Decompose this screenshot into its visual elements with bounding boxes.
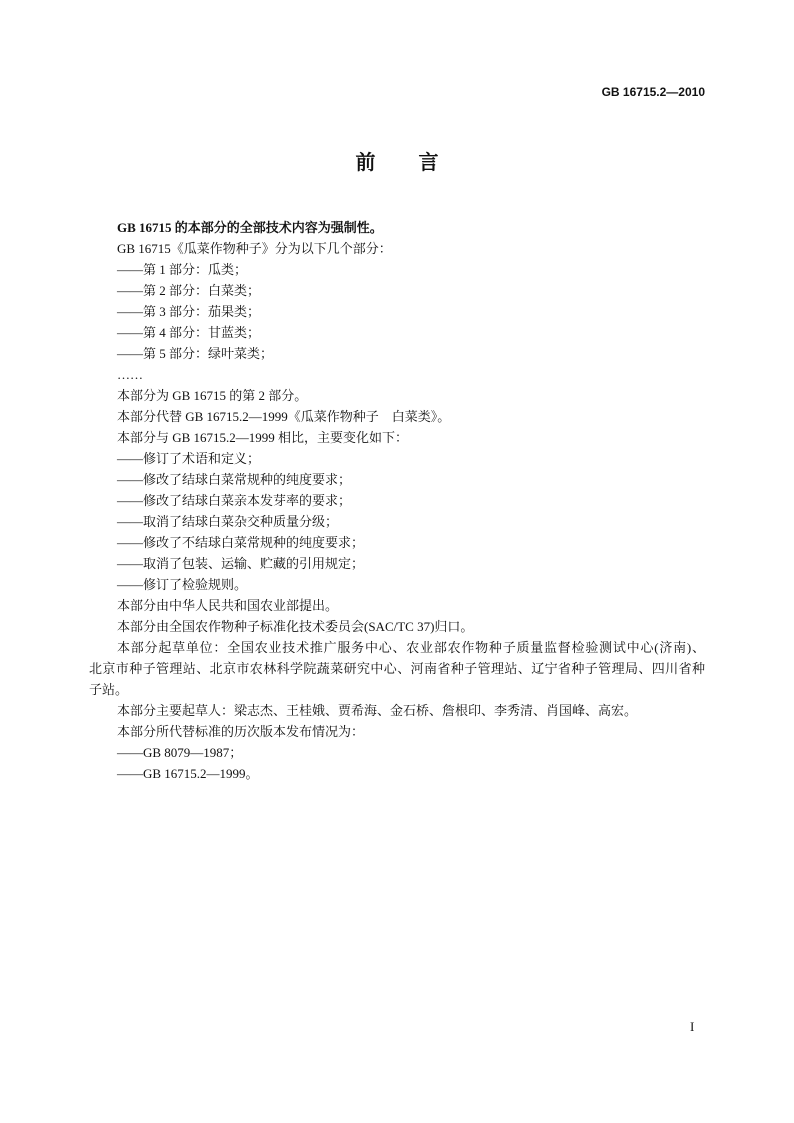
- preface-title: [0, 150, 794, 176]
- change-item: ——修订了检验规则。: [117, 577, 248, 592]
- change-item: ——修改了结球白菜亲本发芽率的要求；: [117, 493, 352, 508]
- part-statement: 本部分为 GB 16715 的第 2 部分。: [117, 388, 308, 403]
- series-part-item: ——第 5 部分：绿叶菜类；: [117, 346, 274, 361]
- history-intro: 本部分所代替标准的历次版本发布情况为：: [117, 724, 365, 739]
- replacement-statement: 本部分代替 GB 16715.2—1999《瓜菜作物种子 白菜类》。: [117, 409, 451, 424]
- series-part-item: ——第 3 部分：茄果类；: [117, 304, 261, 319]
- history-item: ——GB 8079—1987；: [117, 745, 243, 760]
- series-part-item: ——第 2 部分：白菜类；: [117, 283, 261, 298]
- proposer-statement: 本部分由中华人民共和国农业部提出。: [117, 598, 339, 613]
- drafters-statement: 本部分主要起草人：梁志杰、王桂娥、贾希海、金石桥、詹根印、李秀清、肖国峰、高宏。: [117, 703, 638, 718]
- drafting-units-line: 本部分起草单位：全国农业技术推广服务中心、农业部农作物种子质量监督检验测试中心(济南)、: [117, 640, 705, 655]
- change-item: ——取消了结球白菜杂交种质量分级；: [117, 514, 339, 529]
- committee-statement: 本部分由全国农作物种子标准化技术委员会(SAC/TC 37)归口。: [117, 619, 474, 634]
- mandatory-statement: GB 16715 的本部分的全部技术内容为强制性。: [117, 220, 383, 235]
- change-item: ——修订了术语和定义；: [117, 451, 261, 466]
- change-item: ——修改了结球白菜常规种的纯度要求；: [117, 472, 352, 487]
- drafting-units-paragraph: [89, 637, 705, 700]
- drafting-units-line: 北京市种子管理站、北京市农林科学院蔬菜研究中心、河南省种子管理站、辽宁省种子管理局、四川省种: [89, 661, 705, 676]
- drafting-units-line: 子站。: [89, 682, 129, 697]
- change-item: ——修改了不结球白菜常规种的纯度要求；: [117, 535, 365, 550]
- page-number: I: [690, 1019, 695, 1034]
- changes-intro: 本部分与 GB 16715.2—1999 相比，主要变化如下：: [117, 430, 409, 445]
- standard-number: GB 16715.2—2010: [601, 85, 705, 99]
- series-part-item: ——第 1 部分：瓜类；: [117, 262, 248, 277]
- preface-title-text: 前言: [355, 152, 482, 174]
- preface-body: [89, 217, 705, 784]
- series-ellipsis: ……: [117, 367, 143, 382]
- history-item: ——GB 16715.2—1999。: [117, 766, 259, 781]
- change-item: ——取消了包装、运输、贮藏的引用规定；: [117, 556, 365, 571]
- series-intro: GB 16715《瓜菜作物种子》分为以下几个部分：: [117, 241, 392, 256]
- series-part-item: ——第 4 部分：甘蓝类；: [117, 325, 261, 340]
